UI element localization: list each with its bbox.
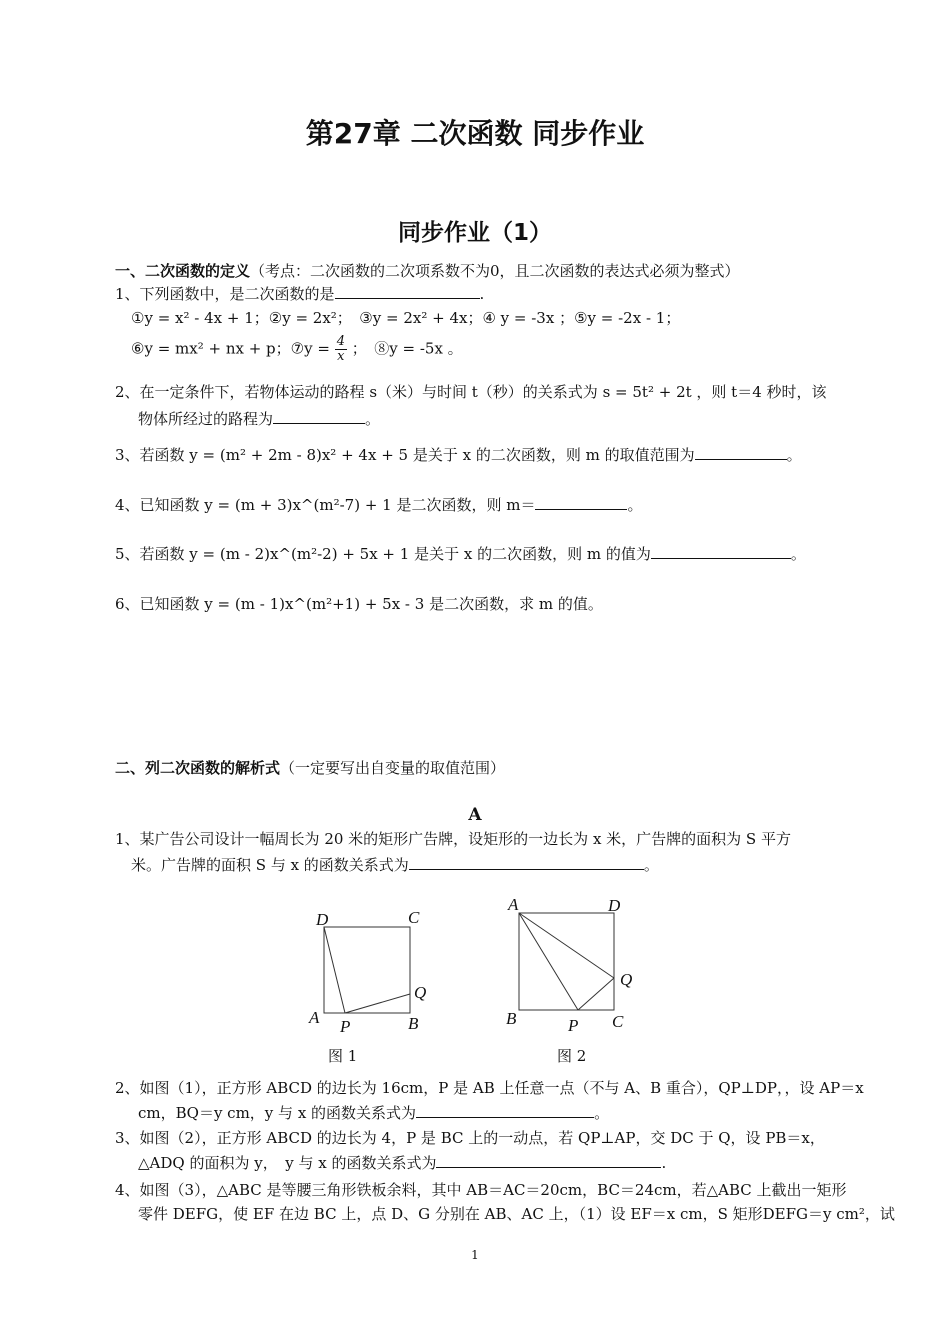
section1-heading: 一、二次函数的定义 [115,262,251,280]
label-a: A [508,895,519,914]
segment-pq [578,978,614,1010]
q1-options-line2 [131,335,463,364]
q3-answer-blank[interactable] [695,445,787,460]
q1-stem-line: 1、下列函数中，是二次函数的是 . [115,285,485,303]
label-a: A [309,1008,320,1027]
document-title: 第27章 二次函数 同步作业 [305,117,645,150]
section2-note: （一定要写出自变量的取值范围） [280,759,506,777]
p1-answer-blank[interactable] [409,855,644,870]
section1-heading-line [115,260,740,281]
section2-heading: 二、列二次函数的解析式 [115,759,281,777]
p4-line2: 零件 DEFG，使 EF 在边 BC 上，点 D、G 分别在 AB、AC 上，（1）设 EF＝x cm，S 矩形DEFG＝y cm²，试 [138,1205,895,1223]
q1-options-line1: ①y = x² - 4x + 1；②y = 2x²； ③y = 2x² + 4x；④ y = -3x ；⑤y = -2x - 1； [131,309,681,327]
label-b: B [408,1014,419,1033]
q2-line2: 物体所经过的路程为 。 [138,410,381,428]
label-p: P [568,1016,579,1035]
label-d: D [316,910,329,929]
label-b: B [506,1009,517,1028]
q1-answer-blank[interactable] [335,284,480,299]
p4-line1: 4、如图（3），△ABC 是等腰三角形铁板余料，其中 AB＝AC＝20cm，BC＝24cm，若△ABC 上截出一矩形 [115,1181,847,1199]
label-c: C [408,908,420,927]
q1-option-part-end: ； ⑧y = -5x 。 [351,339,463,358]
segment-pq [345,994,410,1013]
figure-1-caption: 图 1 [328,1047,358,1065]
p1-line2: 米。广告牌的面积 S 与 x 的函数关系式为 。 [131,856,659,874]
q1-stem: 1、下列函数中，是二次函数的是 [115,285,335,303]
section2-heading-line [115,757,505,778]
fraction-4-over-x: $\frac{4}{x}$ [336,334,345,364]
p3-line1: 3、如图（2），正方形 ABCD 的边长为 4，P 是 BC 上的一动点，若 QP⊥AP，交 DC 于 Q，设 PB＝x， [115,1129,825,1147]
label-q: Q [414,983,427,1002]
q1-option-part: ⑥y = mx² + nx + p；⑦y = [131,339,330,358]
section-subtitle: 同步作业（1） [397,220,552,246]
figure-2-caption: 图 2 [557,1047,587,1065]
q4-answer-blank[interactable] [535,495,627,510]
label-d: D [608,896,621,915]
label-c: C [612,1012,624,1031]
segment-dp [324,927,345,1013]
q2-line1: 2、在一定条件下，若物体运动的路程 s（米）与时间 t（秒）的关系式为 s = 5t² + 2t ，则 t＝4 秒时，该 [115,383,827,401]
p2-line1: 2、如图（1），正方形 ABCD 的边长为 16cm，P 是 AB 上任意一点（不与 A、B 重合），QP⊥DP，，设 AP＝x [115,1079,864,1097]
q5-answer-blank[interactable] [651,544,791,559]
figure-1 [300,895,450,1045]
label-p: P [340,1017,351,1036]
q6-line: 6、已知函数 y = (m - 1)x^(m²+1) + 5x - 3 是二次函数，求 m 的值。 [115,595,603,613]
segment-aq [519,913,614,978]
q3-line: 3、若函数 y = (m² + 2m - 8)x² + 4x + 5 是关于 x 的二次函数，则 m 的取值范围为 。 [115,446,802,464]
q2-answer-blank[interactable] [273,409,365,424]
p1-line1: 1、某广告公司设计一幅周长为 20 米的矩形广告牌，设矩形的一边长为 x 米，广告牌的面积为 S 平方 [115,830,791,848]
p3-answer-blank[interactable] [436,1153,661,1168]
square-abcd [519,913,614,1010]
figure-2 [498,890,648,1040]
section1-note: （考点：二次函数的二次项系数不为0，且二次函数的表达式必须为整式） [250,262,740,280]
square-abcd [324,927,410,1013]
segment-ap [519,913,578,1010]
p2-line2: cm，BQ＝y cm，y 与 x 的函数关系式为 。 [138,1104,610,1122]
p2-answer-blank[interactable] [416,1103,594,1118]
q5-line: 5、若函数 y = (m - 2)x^(m²-2) + 5x + 1 是关于 x 的二次函数，则 m 的值为 。 [115,545,806,563]
p3-line2: △ADQ 的面积为 y， y 与 x 的函数关系式为 . [138,1154,667,1172]
label-q: Q [620,970,633,989]
q4-line: 4、已知函数 y = (m + 3)x^(m²-7) + 1 是二次函数，则 m＝ 。 [115,496,643,514]
level-a-label: A [468,805,482,825]
page-number: 1 [471,1248,479,1262]
